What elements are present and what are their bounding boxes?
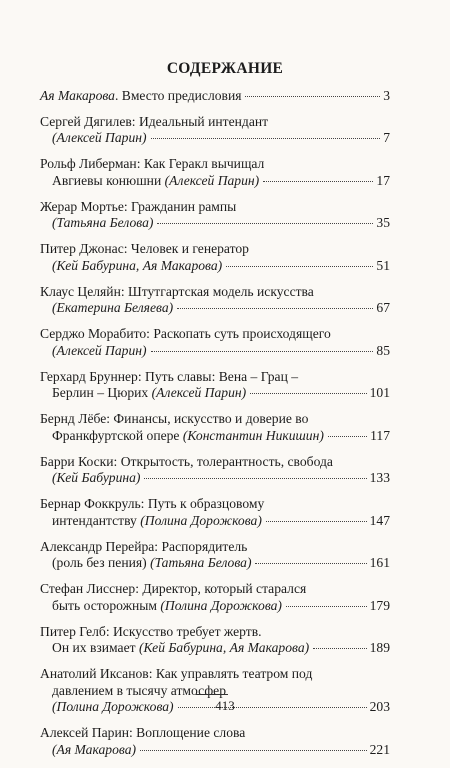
toc-entry-text (52, 598, 282, 615)
toc-entry-text (40, 539, 247, 556)
toc-leader (263, 181, 373, 182)
toc-entry-line (40, 666, 390, 683)
toc-entry-text (40, 725, 245, 742)
toc-entry-line (40, 343, 390, 360)
toc-entry-line (40, 284, 390, 301)
toc-title-text: Бернар Фоккруль: Путь к образцовому (40, 496, 265, 512)
toc-leader (140, 750, 367, 751)
toc-page-number: 51 (376, 257, 390, 273)
toc-entry (40, 369, 390, 402)
toc-entry-line (40, 470, 390, 487)
toc-entry-line (40, 640, 390, 657)
toc-title-text: Питер Гелб: Искусство требует жертв. (40, 623, 262, 639)
toc-entry (40, 199, 390, 232)
toc-title-text: Клаус Целяйн: Штутгартская модель искусства (40, 283, 314, 299)
toc-entry-text (40, 199, 236, 216)
toc-author: (Кей Бабурина, Ая Макарова) (52, 257, 223, 273)
toc-page-number: 179 (369, 597, 390, 613)
toc-entry-line (40, 156, 390, 173)
footer-rule (196, 694, 228, 695)
toc-entry-text (52, 343, 147, 360)
toc-leader (255, 563, 366, 564)
toc-leader (266, 521, 367, 522)
toc-entry (40, 326, 390, 359)
toc-title-text: Сергей Дягилев: Идеальный интендант (40, 113, 269, 129)
toc-entry-line (40, 130, 390, 147)
toc-entry-text (40, 284, 314, 301)
toc-entry (40, 284, 390, 317)
toc-entry-line (40, 624, 390, 641)
toc-entry (40, 725, 390, 758)
toc-entry-text (52, 385, 246, 402)
toc-author: (Полина Дорожкова) (52, 699, 174, 715)
toc-title-text: Бернд Лёбе: Финансы, искусство и доверие во (40, 411, 309, 427)
toc-title-text: Авгиевы конюшни (52, 172, 165, 188)
toc-page-number: 3 (383, 88, 390, 103)
toc-title-text: Питер Джонас: Человек и генератор (40, 241, 249, 257)
toc-entry-text (52, 258, 222, 275)
toc-author: (Екатерина Беляева) (52, 300, 174, 316)
toc-entry-text (52, 173, 259, 190)
toc-entry-line (40, 742, 390, 759)
toc-leader (245, 96, 380, 97)
toc-entry (40, 539, 390, 572)
toc-title-text: Рольф Либерман: Как Геракл вычищал (40, 156, 265, 172)
toc-entry-line (40, 88, 390, 105)
table-of-contents (40, 88, 390, 768)
toc-title-text: Он их взимает (52, 640, 139, 656)
toc-entry-line (40, 513, 390, 530)
toc-entry (40, 241, 390, 274)
toc-entry-text (52, 683, 226, 700)
toc-leader (151, 138, 381, 139)
toc-entry-line (40, 173, 390, 190)
toc-leader (177, 308, 373, 309)
toc-title-text: Барри Коски: Открытость, толерантность, свобода (40, 453, 333, 469)
toc-entry-line (40, 300, 390, 317)
toc-entry-line (40, 581, 390, 598)
toc-page-number: 221 (369, 741, 390, 757)
toc-page-number: 7 (383, 130, 390, 146)
toc-entry-text (52, 555, 251, 572)
toc-page-number: 203 (369, 699, 390, 715)
toc-title-text: интендантству (52, 512, 141, 528)
toc-author: (Алексей Парин) (52, 342, 147, 358)
toc-entry-line (40, 539, 390, 556)
toc-leader (313, 648, 366, 649)
toc-author: (Алексей Парин) (52, 130, 147, 146)
toc-entry-line (40, 241, 390, 258)
toc-title-text: давлением в тысячу атмосфер (52, 682, 226, 698)
toc-page-number: 17 (376, 172, 390, 188)
toc-page-number: 67 (376, 300, 390, 316)
toc-entry (40, 156, 390, 189)
toc-leader (250, 393, 366, 394)
toc-leader (157, 223, 373, 224)
toc-entry-text (52, 215, 153, 232)
toc-entry (40, 454, 390, 487)
toc-leader (151, 351, 374, 352)
toc-entry-text (52, 470, 140, 487)
toc-entry-line (40, 496, 390, 513)
toc-author: (Константин Никишин) (182, 427, 324, 443)
toc-entry-line (40, 411, 390, 428)
toc-author: (Алексей Парин) (151, 385, 247, 401)
toc-entry-text (40, 624, 262, 641)
toc-entry-text (40, 326, 331, 343)
toc-entry-text (52, 300, 173, 317)
toc-title-text: Герхард Бруннер: Путь славы: Вена – Грац – (40, 368, 299, 384)
toc-author: (Татьяна Белова) (150, 555, 252, 571)
toc-title-text: Стефан Лисснер: Директор, который старался (40, 581, 307, 597)
toc-entry (40, 624, 390, 657)
toc-entry-line (40, 369, 390, 386)
toc-page-number: 161 (369, 555, 390, 571)
toc-author: Ая Макарова (40, 88, 115, 103)
toc-entry-line (40, 598, 390, 615)
page-number: 413 (215, 698, 235, 713)
toc-page-number: 133 (369, 470, 390, 486)
toc-entry (40, 88, 390, 105)
toc-entry-line (40, 555, 390, 572)
toc-entry-text (52, 640, 309, 657)
toc-entry-line (40, 725, 390, 742)
toc-leader (328, 436, 367, 437)
toc-entry-line (40, 454, 390, 471)
toc-title-text: Анатолий Иксанов: Как управлять театром под (40, 666, 313, 682)
toc-entry-text (52, 130, 147, 147)
toc-page-number: 189 (369, 640, 390, 656)
toc-entry-line (40, 199, 390, 216)
toc-entry-text (40, 411, 308, 428)
toc-author: (Кей Бабурина, Ая Макарова) (138, 640, 310, 656)
toc-leader (144, 478, 366, 479)
toc-entry-text (40, 496, 264, 513)
toc-entry-text (40, 369, 298, 386)
toc-author: (Татьяна Белова) (52, 215, 154, 231)
toc-leader (286, 606, 367, 607)
toc-entry-line (40, 114, 390, 131)
toc-entry-text (40, 114, 268, 131)
toc-entry-line (40, 326, 390, 343)
toc-author: (Кей Бабурина) (52, 470, 141, 486)
toc-author: (Полина Дорожкова) (160, 597, 282, 613)
toc-entry-text (40, 454, 333, 471)
toc-entry (40, 581, 390, 614)
toc-title-text: Берлин – Цюрих (52, 385, 152, 401)
toc-title-text: Серджо Морабито: Раскопать суть происходящего (40, 326, 331, 342)
toc-entry-text (40, 581, 306, 598)
toc-author: (Полина Дорожкова) (140, 512, 262, 528)
toc-entry (40, 496, 390, 529)
toc-entry-line (40, 428, 390, 445)
toc-title-text: Алексей Парин: Воплощение слова (40, 725, 246, 741)
toc-entry-text (40, 156, 264, 173)
toc-page-number: 117 (370, 427, 390, 443)
toc-title-text: быть осторожным (52, 597, 161, 613)
toc-entry-text (52, 742, 136, 759)
toc-page-number: 35 (376, 215, 390, 231)
toc-entry-text (52, 428, 324, 445)
toc-entry-text (40, 241, 249, 258)
toc-entry-line (40, 385, 390, 402)
toc-author: (Алексей Парин) (164, 172, 260, 188)
toc-leader (226, 266, 373, 267)
toc-entry-line (40, 258, 390, 275)
toc-author: (Ая Макарова) (52, 741, 137, 757)
toc-entry-line (40, 683, 390, 700)
toc-page-number: 101 (369, 385, 390, 401)
toc-entry (40, 411, 390, 444)
toc-entry-text (52, 513, 262, 530)
toc-title-text: Франкфуртской опере (52, 427, 183, 443)
toc-entry-line (40, 215, 390, 232)
toc-page-number: 147 (369, 512, 390, 528)
toc-title-text: . Вместо предисловия (114, 88, 242, 103)
toc-title-text: Александр Перейра: Распорядитель (40, 538, 248, 554)
toc-entry-text (40, 88, 241, 105)
page-title: СОДЕРЖАНИЕ (166, 60, 284, 77)
toc-entry-text (40, 666, 312, 683)
toc-title-text: (роль без пения) (52, 555, 151, 571)
toc-entry (40, 114, 390, 147)
toc-page-number: 85 (376, 342, 390, 358)
toc-title-text: Жерар Мортье: Гражданин рампы (40, 198, 237, 214)
